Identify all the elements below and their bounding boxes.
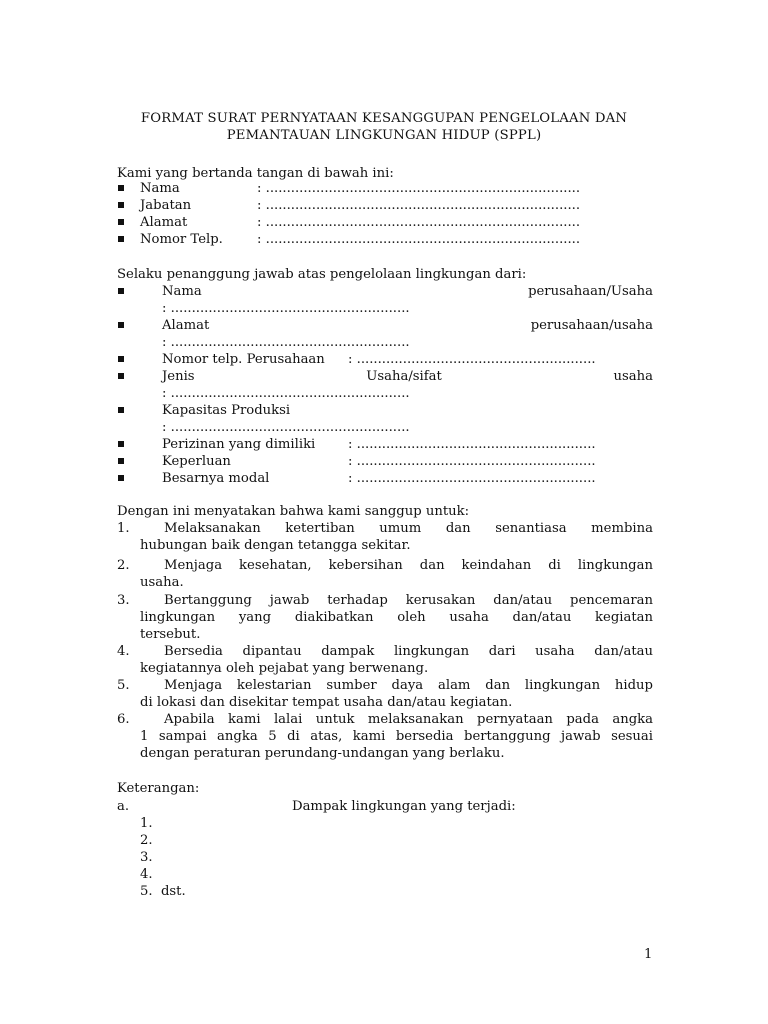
keterangan-item-2: 2.: [140, 833, 153, 848]
keterangan-item-4: 4.: [140, 867, 153, 882]
field-dots: : ...........................................................................: [257, 232, 581, 247]
bullet-icon: [118, 356, 124, 362]
field-label: Nama: [162, 284, 202, 299]
field-label: Nama: [140, 181, 180, 196]
field-dots: : ...........................................................................: [257, 215, 581, 230]
bullet-icon: [118, 236, 124, 242]
field-label-suffix: usaha: [613, 369, 653, 384]
company-field-kapasitas-label: Kapasitas Produksi: [162, 403, 291, 418]
commitment-6-line-1: Apabila kami lalai untuk melaksanakan pernyataan pada angka: [164, 712, 653, 727]
commitment-1-line-1: Melaksanakan ketertiban umum dan senantiasa membina: [164, 521, 653, 536]
commitment-6-line-2: 1 sampai angka 5 di atas, kami bersedia bertanggung jawab sesuai: [140, 729, 653, 744]
bullet-icon: [118, 458, 124, 464]
keterangan-item-1: 1.: [140, 816, 153, 831]
company-field-keperluan-label: Keperluan: [162, 454, 231, 469]
field-dots: : .........................................................: [162, 301, 410, 316]
commitment-6-line-3: dengan peraturan perundang-undangan yang berlaku.: [140, 746, 505, 761]
field-label: Nomor Telp.: [140, 232, 223, 247]
bullet-icon: [118, 288, 124, 294]
field-dots: : .........................................................: [348, 352, 596, 367]
company-field-nama: [162, 283, 653, 300]
list-number: 6.: [117, 712, 130, 727]
keterangan-heading: Keterangan:: [117, 781, 200, 796]
field-label: Jabatan: [140, 198, 192, 213]
field-dots: : .........................................................: [348, 437, 596, 452]
title-line-1: FORMAT SURAT PERNYATAAN KESANGGUPAN PENGELOLAAN DAN: [140, 111, 628, 126]
company-field-modal-label: Besarnya modal: [162, 471, 270, 486]
commitment-2-line-2: usaha.: [140, 575, 184, 590]
field-dots: : .........................................................: [162, 386, 410, 401]
keterangan-text: Dampak lingkungan yang terjadi:: [292, 799, 516, 814]
title-line-2: PEMANTAUAN LINGKUNGAN HIDUP (SPPL): [226, 128, 542, 143]
field-dots: : ...........................................................................: [257, 181, 581, 196]
commitment-4-line-1: Bersedia dipantau dampak lingkungan dari usaha dan/atau: [164, 644, 653, 659]
company-field-alamat: [162, 317, 653, 334]
field-label: Jenis: [162, 369, 195, 384]
bullet-icon: [118, 441, 124, 447]
bullet-icon: [118, 475, 124, 481]
list-number: 1.: [117, 521, 130, 536]
commitment-3-line-1: Bertanggung jawab terhadap kerusakan dan/atau pencemaran: [164, 593, 653, 608]
field-label: Alamat: [140, 215, 188, 230]
field-dots: : .........................................................: [348, 471, 596, 486]
keterangan-letter: a.: [117, 799, 130, 814]
list-number: 4.: [117, 644, 130, 659]
field-dots: : .........................................................: [348, 454, 596, 469]
company-field-jenis: [162, 368, 653, 385]
company-field-perizinan-label: Perizinan yang dimiliki: [162, 437, 316, 452]
commitment-1-line-2: hubungan baik dengan tetangga sekitar.: [140, 538, 411, 553]
list-number: 2.: [117, 558, 130, 573]
field-label-suffix: perusahaan/usaha: [530, 318, 653, 333]
field-dots: : .........................................................: [162, 420, 410, 435]
bullet-icon: [118, 219, 124, 225]
intro-text: Kami yang bertanda tangan di bawah ini:: [117, 166, 394, 181]
bullet-icon: [118, 373, 124, 379]
field-label: Alamat: [162, 318, 210, 333]
field-dots: : .........................................................: [162, 335, 410, 350]
list-number: 5.: [117, 678, 130, 693]
commitments-intro: Dengan ini menyatakan bahwa kami sanggup untuk:: [117, 504, 470, 519]
bullet-icon: [118, 202, 124, 208]
commitment-2-line-1: Menjaga kesehatan, kebersihan dan keindahan di lingkungan: [164, 558, 653, 573]
bullet-icon: [118, 322, 124, 328]
commitment-3-line-3: tersebut.: [140, 627, 201, 642]
bullet-icon: [118, 407, 124, 413]
field-label-mid: Usaha/sifat: [366, 369, 442, 384]
commitment-4-line-2: kegiatannya oleh pejabat yang berwenang.: [140, 661, 429, 676]
list-number: 3.: [117, 593, 130, 608]
bullet-icon: [118, 185, 124, 191]
commitment-5-line-1: Menjaga kelestarian sumber daya alam dan lingkungan hidup: [164, 678, 653, 693]
company-intro: Selaku penanggung jawab atas pengelolaan lingkungan dari:: [117, 267, 527, 282]
field-label-suffix: perusahaan/Usaha: [528, 284, 653, 299]
keterangan-item-3: 3.: [140, 850, 153, 865]
commitment-3-line-2: lingkungan yang diakibatkan oleh usaha dan/atau kegiatan: [140, 610, 653, 625]
commitment-5-line-2: di lokasi dan disekitar tempat usaha dan/atau kegiatan.: [140, 695, 513, 710]
keterangan-item-5: 5. dst.: [140, 884, 186, 899]
company-field-telp-label: Nomor telp. Perusahaan: [162, 352, 325, 367]
page-number: 1: [644, 947, 653, 962]
field-dots: : ...........................................................................: [257, 198, 581, 213]
